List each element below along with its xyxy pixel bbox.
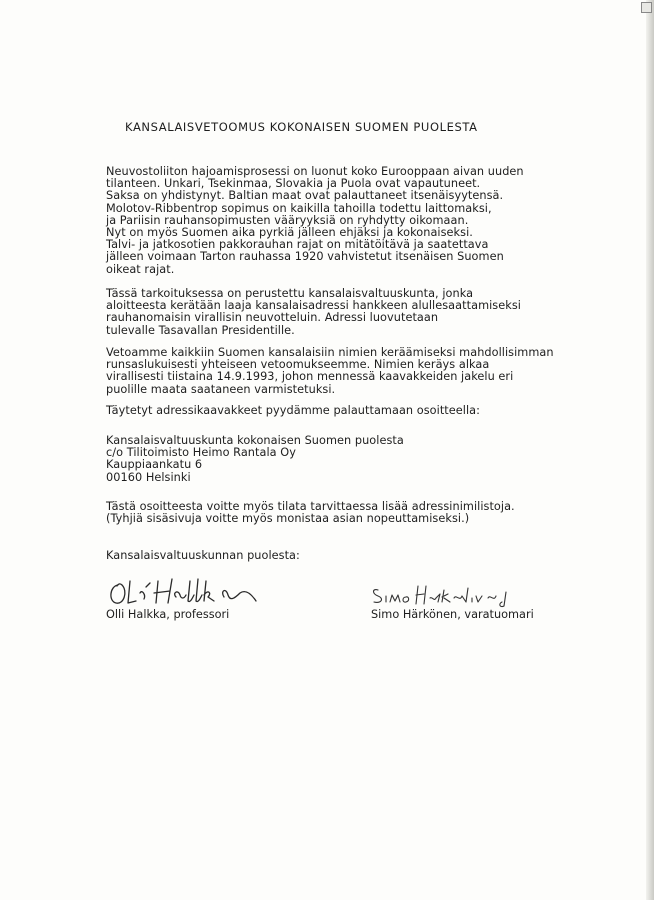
text-line: Neuvostoliiton hajoamisprosessi on luonut koko Eurooppaan aivan uuden	[106, 165, 524, 178]
address-line: c/o Tilitoimisto Heimo Rantala Oy	[106, 446, 296, 460]
text-line: tilanteen. Unkari, Tsekinmaa, Slovakia ja Puola ovat vapautuneet.	[106, 177, 481, 191]
signer-name-right: Simo Härkönen, varatuomari	[371, 608, 534, 621]
text-line: puolille maata saataneen varmistetuksi.	[106, 382, 336, 396]
signer-name-left: Olli Halkka, professori	[106, 608, 230, 621]
text-line: oikeat rajat.	[106, 262, 175, 276]
document-title: KANSALAISVETOOMUS KOKONAISEN SUOMEN PUOLESTA	[125, 120, 478, 134]
address-line: Kansalaisvaltuuskunta kokonaisen Suomen puolesta	[106, 434, 404, 447]
text-line: rauhanomaisin virallisin neuvotteluin. Adressi luovutetaan	[106, 311, 439, 325]
paragraph-return-instructions	[106, 405, 480, 417]
text-line: tulevalle Tasavallan Presidentille.	[106, 323, 295, 337]
paragraph-purpose	[106, 288, 521, 337]
text-line: Vetoamme kaikkiin Suomen kansalaisiin nimien keräämiseksi mahdollisimman	[106, 346, 554, 359]
text-line: (Tyhjiä sisäsivuja voitte myös monistaa asian nopeuttamiseksi.)	[106, 512, 470, 526]
text-line: virallisesti tiistaina 14.9.1993, johon mennessä kaavakkeiden jakelu eri	[106, 370, 514, 384]
address-block	[106, 435, 404, 484]
scan-corner-mark	[641, 2, 652, 13]
closing-line: Kansalaisvaltuuskunnan puolesta:	[106, 549, 300, 562]
text-line: Tästä osoitteesta voitte myös tilata tarvittaessa lisää adressinimilistoja.	[106, 500, 515, 513]
paragraph-appeal	[106, 347, 554, 396]
text-line: Tässä tarkoituksessa on perustettu kansalaisvaltuuskunta, jonka	[106, 287, 474, 300]
paragraph-intro	[106, 166, 524, 276]
address-line: Kauppiaankatu 6	[106, 458, 203, 472]
signature-olli-halkka-image	[106, 573, 266, 609]
text-line: Talvi- ja jatkosotien pakkorauhan rajat on mitätöitävä ja saatettava	[106, 238, 489, 252]
paragraph-order-lists	[106, 501, 515, 525]
text-line: runsaslukuisesti yhteiseen vetoomukseemme. Nimien keräys alkaa	[106, 358, 490, 372]
text-line: ja Pariisin rauhansopimusten vääryyksiä on ryhdytty oikomaan.	[106, 213, 469, 227]
signature-simo-harkonen-image	[370, 584, 520, 608]
text-line: aloitteesta kerätään laaja kansalaisadressi hankkeen alullesaattamiseksi	[106, 299, 521, 313]
scan-edge	[646, 0, 654, 900]
text-line: Molotov-Ribbentrop sopimus on kaikilla tahoilla todettu laittomaksi,	[106, 201, 492, 215]
text-line: Nyt on myös Suomen aika pyrkiä jälleen ehjäksi ja kokonaiseksi.	[106, 226, 473, 240]
text-line: jälleen voimaan Tarton rauhassa 1920 vahvistetut itsenäisen Suomen	[106, 250, 504, 264]
text-line: Täytetyt adressikaavakkeet pyydämme palauttamaan osoitteella:	[106, 404, 480, 417]
address-line: 00160 Helsinki	[106, 470, 191, 484]
text-line: Saksa on yhdistynyt. Baltian maat ovat palauttaneet itsenäisyytensä.	[106, 189, 504, 203]
